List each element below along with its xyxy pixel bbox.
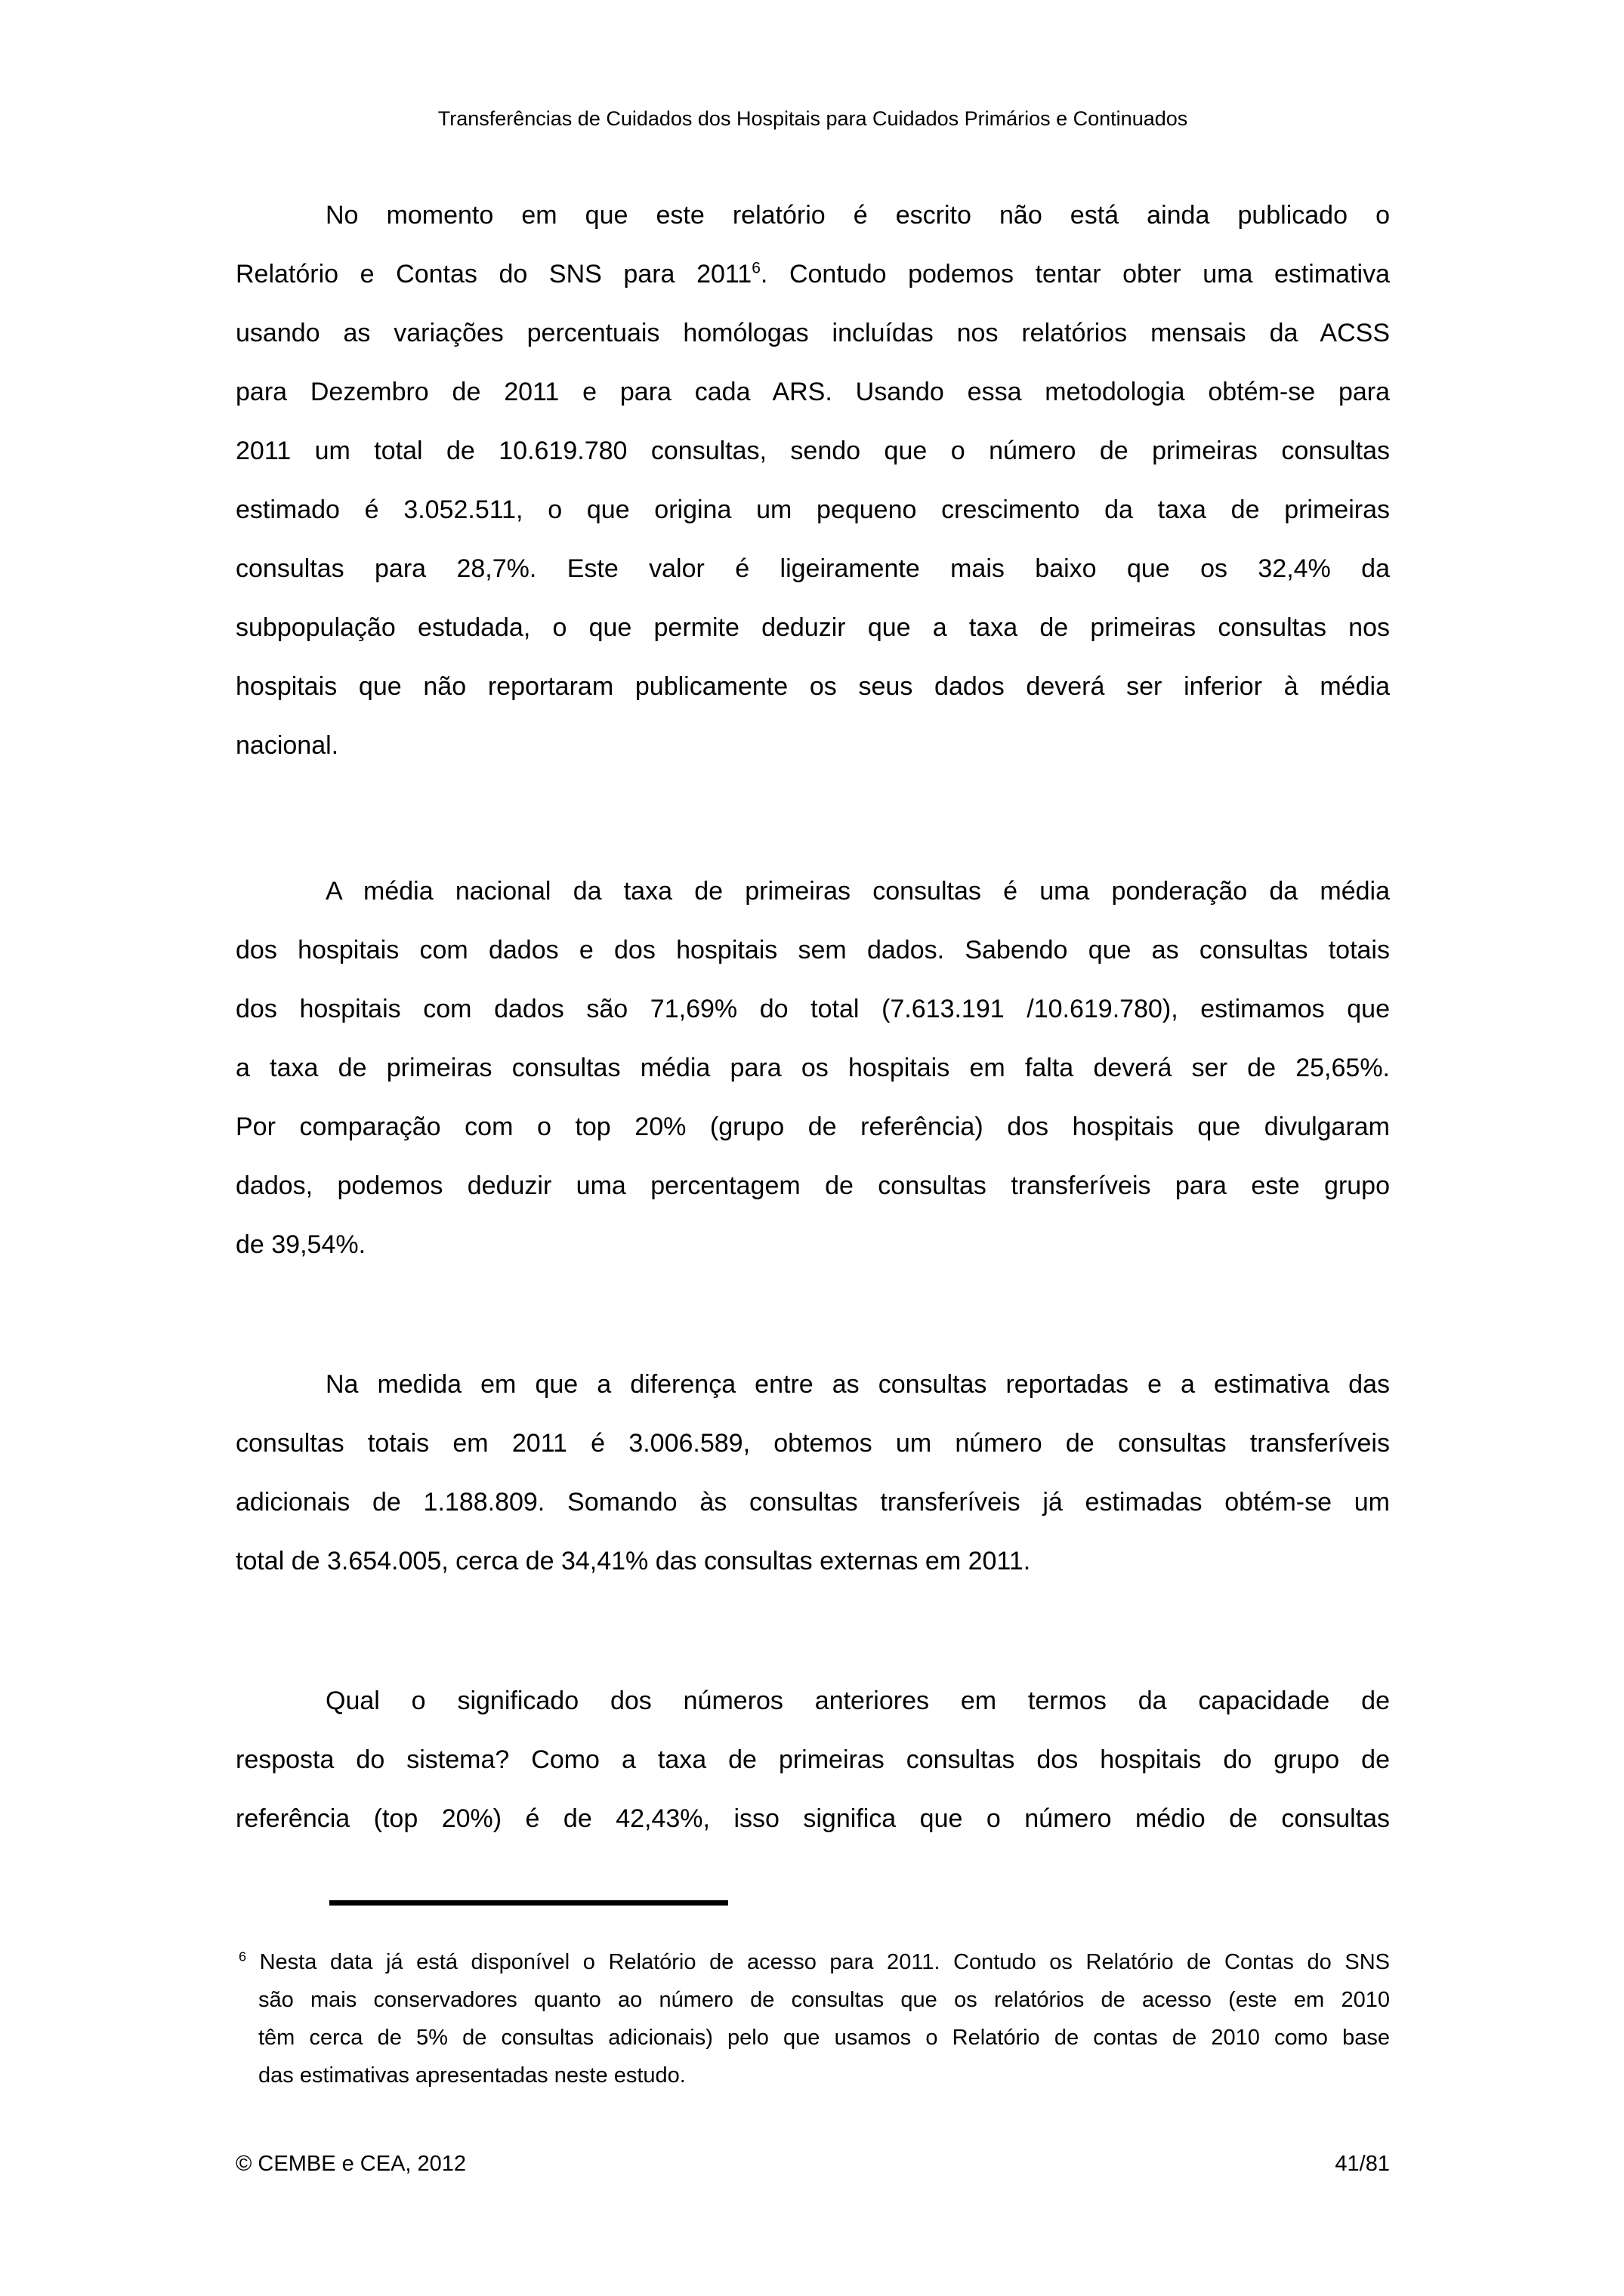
paragraph-3 (236, 1355, 1390, 1591)
footnote-text-line (239, 1943, 1390, 1981)
body-text-line: de 39,54%. (236, 1230, 366, 1259)
body-text-line: nacional. (236, 731, 339, 760)
line-text: Relatório e Contas do SNS para 2011 (236, 260, 752, 289)
body-text-line: para Dezembro de 2011 e para cada ARS. Usando essa metodologia obtém-se para (236, 378, 1390, 406)
body-text-line: dados, podemos deduzir uma percentagem de consultas transferíveis para este grupo (236, 1171, 1390, 1200)
body-text-line: a taxa de primeiras consultas média para os hospitais em falta deverá ser de 25,65%. (236, 1054, 1390, 1082)
body-text-line: total de 3.654.005, cerca de 34,41% das consultas externas em 2011. (236, 1547, 1031, 1575)
footnote-marker: 6 (239, 1949, 246, 1964)
footer-copyright: © CEMBE e CEA, 2012 (236, 2152, 467, 2176)
footnote-separator-rule (329, 1900, 728, 1906)
body-text-line: consultas totais em 2011 é 3.006.589, obtemos um número de consultas transferíveis (236, 1429, 1390, 1458)
line-text: . Contudo podemos tentar obter uma estimativa (760, 260, 1390, 289)
line-text: Nesta data já está disponível o Relatório de acesso para 2011. Contudo os Relatório de Contas do SNS (259, 1950, 1390, 1974)
body-text-line: A média nacional da taxa de primeiras consultas é uma ponderação da média (326, 877, 1390, 906)
paragraph-2 (236, 862, 1390, 1274)
paragraph-4 (236, 1671, 1390, 1848)
body-text-line: Na medida em que a diferença entre as consultas reportadas e a estimativa das (326, 1370, 1390, 1399)
footnote-text-line: têm cerca de 5% de consultas adicionais) pelo que usamos o Relatório de contas de 2010 como base (258, 2026, 1390, 2050)
page-content (236, 0, 1390, 2177)
body-text-line: adicionais de 1.188.809. Somando às consultas transferíveis já estimadas obtém-se um (236, 1488, 1390, 1517)
body-text-line: dos hospitais com dados e dos hospitais sem dados. Sabendo que as consultas totais (236, 936, 1390, 964)
paragraph-1 (236, 186, 1390, 775)
footnote-reference-superscript: 6 (752, 259, 761, 277)
body-text-line: resposta do sistema? Como a taxa de primeiras consultas dos hospitais do grupo de (236, 1745, 1390, 1774)
footnote (239, 1943, 1390, 2094)
body-text-line: subpopulação estudada, o que permite deduzir que a taxa de primeiras consultas nos (236, 613, 1390, 642)
body-text-line: No momento em que este relatório é escrito não está ainda publicado o (326, 201, 1390, 230)
body-text-line: hospitais que não reportaram publicamente os seus dados deverá ser inferior à média (236, 672, 1390, 701)
page-footer (236, 2151, 1390, 2177)
page-header-title: Transferências de Cuidados dos Hospitais para Cuidados Primários e Continuados (437, 107, 1188, 130)
body-text-line: estimado é 3.052.511, o que origina um pequeno crescimento da taxa de primeiras (236, 495, 1390, 524)
body-text-line: Qual o significado dos números anteriores em termos da capacidade de (326, 1687, 1390, 1715)
body-text-line: consultas para 28,7%. Este valor é ligeiramente mais baixo que os 32,4% da (236, 554, 1390, 583)
body-text-line (236, 245, 1390, 304)
body-text-line: 2011 um total de 10.619.780 consultas, sendo que o número de primeiras consultas (236, 437, 1390, 465)
footer-page-number: 41/81 (1335, 2152, 1390, 2176)
body-text-line: referência (top 20%) é de 42,43%, isso significa que o número médio de consultas (236, 1804, 1390, 1833)
body-text-line: Por comparação com o top 20% (grupo de referência) dos hospitais que divulgaram (236, 1113, 1390, 1141)
body-text-line: usando as variações percentuais homólogas incluídas nos relatórios mensais da ACSS (236, 319, 1390, 347)
body-text-line: dos hospitais com dados são 71,69% do total (7.613.191 /10.619.780), estimamos que (236, 995, 1390, 1023)
footnote-text-line: são mais conservadores quanto ao número de consultas que os relatórios de acesso (este em 2010 (258, 1988, 1390, 2012)
footnote-text-line: das estimativas apresentadas neste estudo. (258, 2063, 686, 2088)
